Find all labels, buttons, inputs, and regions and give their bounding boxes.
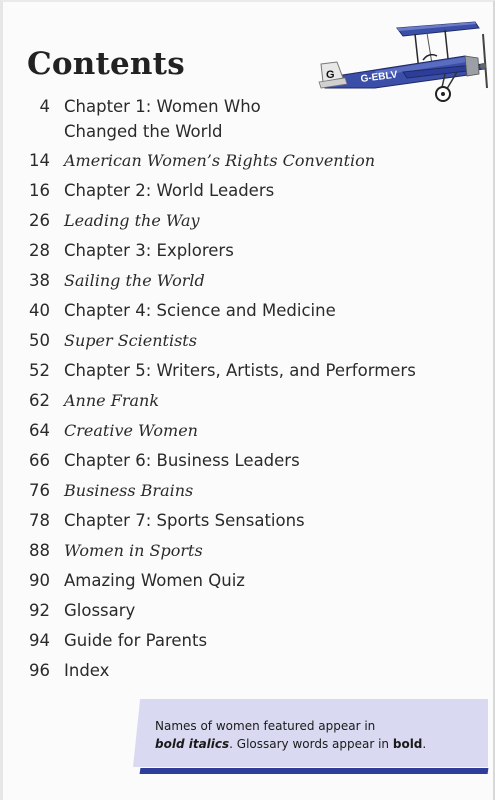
toc-entry-title-line: Creative Women [64, 421, 198, 440]
page-title: Contents [27, 46, 185, 82]
toc-entry [3, 359, 463, 389]
plane-registration: G-EBLV [360, 69, 399, 85]
note-middle: . Glossary words appear in [229, 737, 393, 751]
toc-entry-title-line: Guide for Parents [64, 631, 208, 650]
toc-page-number: 90 [29, 571, 50, 590]
toc-entry [3, 389, 463, 419]
toc-entry-title-line: American Women’s Rights Convention [64, 151, 376, 170]
toc-entry-title [64, 629, 463, 654]
toc-entry [3, 509, 463, 539]
toc-entry-title-line: Chapter 1: Women Who [64, 97, 261, 116]
toc-page-number: 64 [29, 421, 50, 440]
toc-page-number: 16 [29, 181, 50, 200]
toc-entry-title-line: Chapter 2: World Leaders [64, 181, 275, 200]
toc-page-number: 96 [29, 661, 50, 680]
toc-entry-title-line: Chapter 4: Science and Medicine [64, 301, 336, 320]
toc-entry [3, 239, 463, 269]
toc-entry-title [64, 269, 463, 294]
table-of-contents [3, 95, 463, 689]
toc-entry-title-line: Leading the Way [64, 211, 200, 230]
toc-entry [3, 95, 463, 149]
toc-entry-title [64, 539, 463, 564]
toc-entry-title [64, 599, 463, 624]
toc-entry [3, 449, 463, 479]
toc-page-number: 50 [29, 331, 50, 350]
toc-page-number: 38 [29, 271, 50, 290]
toc-entry [3, 149, 463, 179]
note-bold-italics: bold italics [155, 737, 230, 751]
toc-entry-title-line: Chapter 6: Business Leaders [64, 451, 300, 470]
toc-entry-title [64, 449, 463, 474]
toc-entry-title-line: Chapter 5: Writers, Artists, and Performers [64, 361, 416, 380]
toc-page-number: 4 [39, 97, 50, 116]
toc-entry [3, 299, 463, 329]
plane-tail-letter: G [326, 69, 335, 81]
toc-page-number: 52 [29, 361, 50, 380]
toc-entry [3, 209, 463, 239]
toc-page-number: 66 [29, 451, 50, 470]
toc-page-number: 14 [29, 151, 50, 170]
toc-entry [3, 659, 463, 689]
toc-page-number: 40 [29, 301, 50, 320]
toc-entry [3, 629, 463, 659]
toc-entry-title [64, 239, 463, 264]
toc-entry-title [64, 329, 463, 354]
toc-page-number: 28 [29, 241, 50, 260]
note-line1: Names of women featured appear in [155, 719, 376, 733]
toc-entry-title [64, 149, 463, 174]
toc-entry-title [64, 659, 463, 684]
toc-page-number: 88 [29, 541, 50, 560]
toc-entry [3, 179, 463, 209]
note-bold: bold [392, 737, 423, 751]
toc-entry-title-line: Women in Sports [64, 541, 203, 560]
toc-entry-title [64, 95, 463, 144]
biplane-illustration [315, 16, 490, 104]
toc-entry-title [64, 389, 463, 414]
toc-entry-title-line: Business Brains [64, 481, 194, 500]
toc-entry-title [64, 509, 463, 534]
toc-entry [3, 599, 463, 629]
toc-page-number: 94 [29, 631, 50, 650]
toc-entry [3, 539, 463, 569]
toc-entry-title-line: Chapter 3: Explorers [64, 241, 234, 260]
toc-entry-title [64, 419, 463, 444]
toc-page-number: 92 [29, 601, 50, 620]
toc-entry-title-line: Changed the World [64, 121, 223, 141]
toc-entry-title [64, 299, 463, 324]
note-underline [140, 768, 489, 774]
toc-entry-title [64, 209, 463, 234]
toc-entry-title-line: Chapter 7: Sports Sensations [64, 511, 305, 530]
toc-entry [3, 329, 463, 359]
toc-page-number: 76 [29, 481, 50, 500]
toc-entry [3, 269, 463, 299]
toc-entry-title-line: Anne Frank [64, 391, 160, 410]
toc-entry [3, 419, 463, 449]
toc-page-number: 62 [29, 391, 50, 410]
note-text [155, 717, 480, 753]
toc-entry-title-line: Index [64, 661, 110, 680]
toc-entry [3, 569, 463, 599]
toc-entry-title [64, 179, 463, 204]
toc-entry [3, 479, 463, 509]
toc-entry-title-line: Sailing the World [64, 271, 205, 290]
toc-page-number: 26 [29, 211, 50, 230]
note-end: . [422, 737, 427, 751]
toc-entry-title [64, 359, 463, 384]
toc-page-number: 78 [29, 511, 50, 530]
toc-entry-title [64, 479, 463, 504]
toc-entry-title [64, 569, 463, 594]
toc-entry-title-line: Amazing Women Quiz [64, 571, 245, 590]
toc-entry-title-line: Glossary [64, 601, 136, 620]
toc-entry-title-line: Super Scientists [64, 331, 197, 350]
